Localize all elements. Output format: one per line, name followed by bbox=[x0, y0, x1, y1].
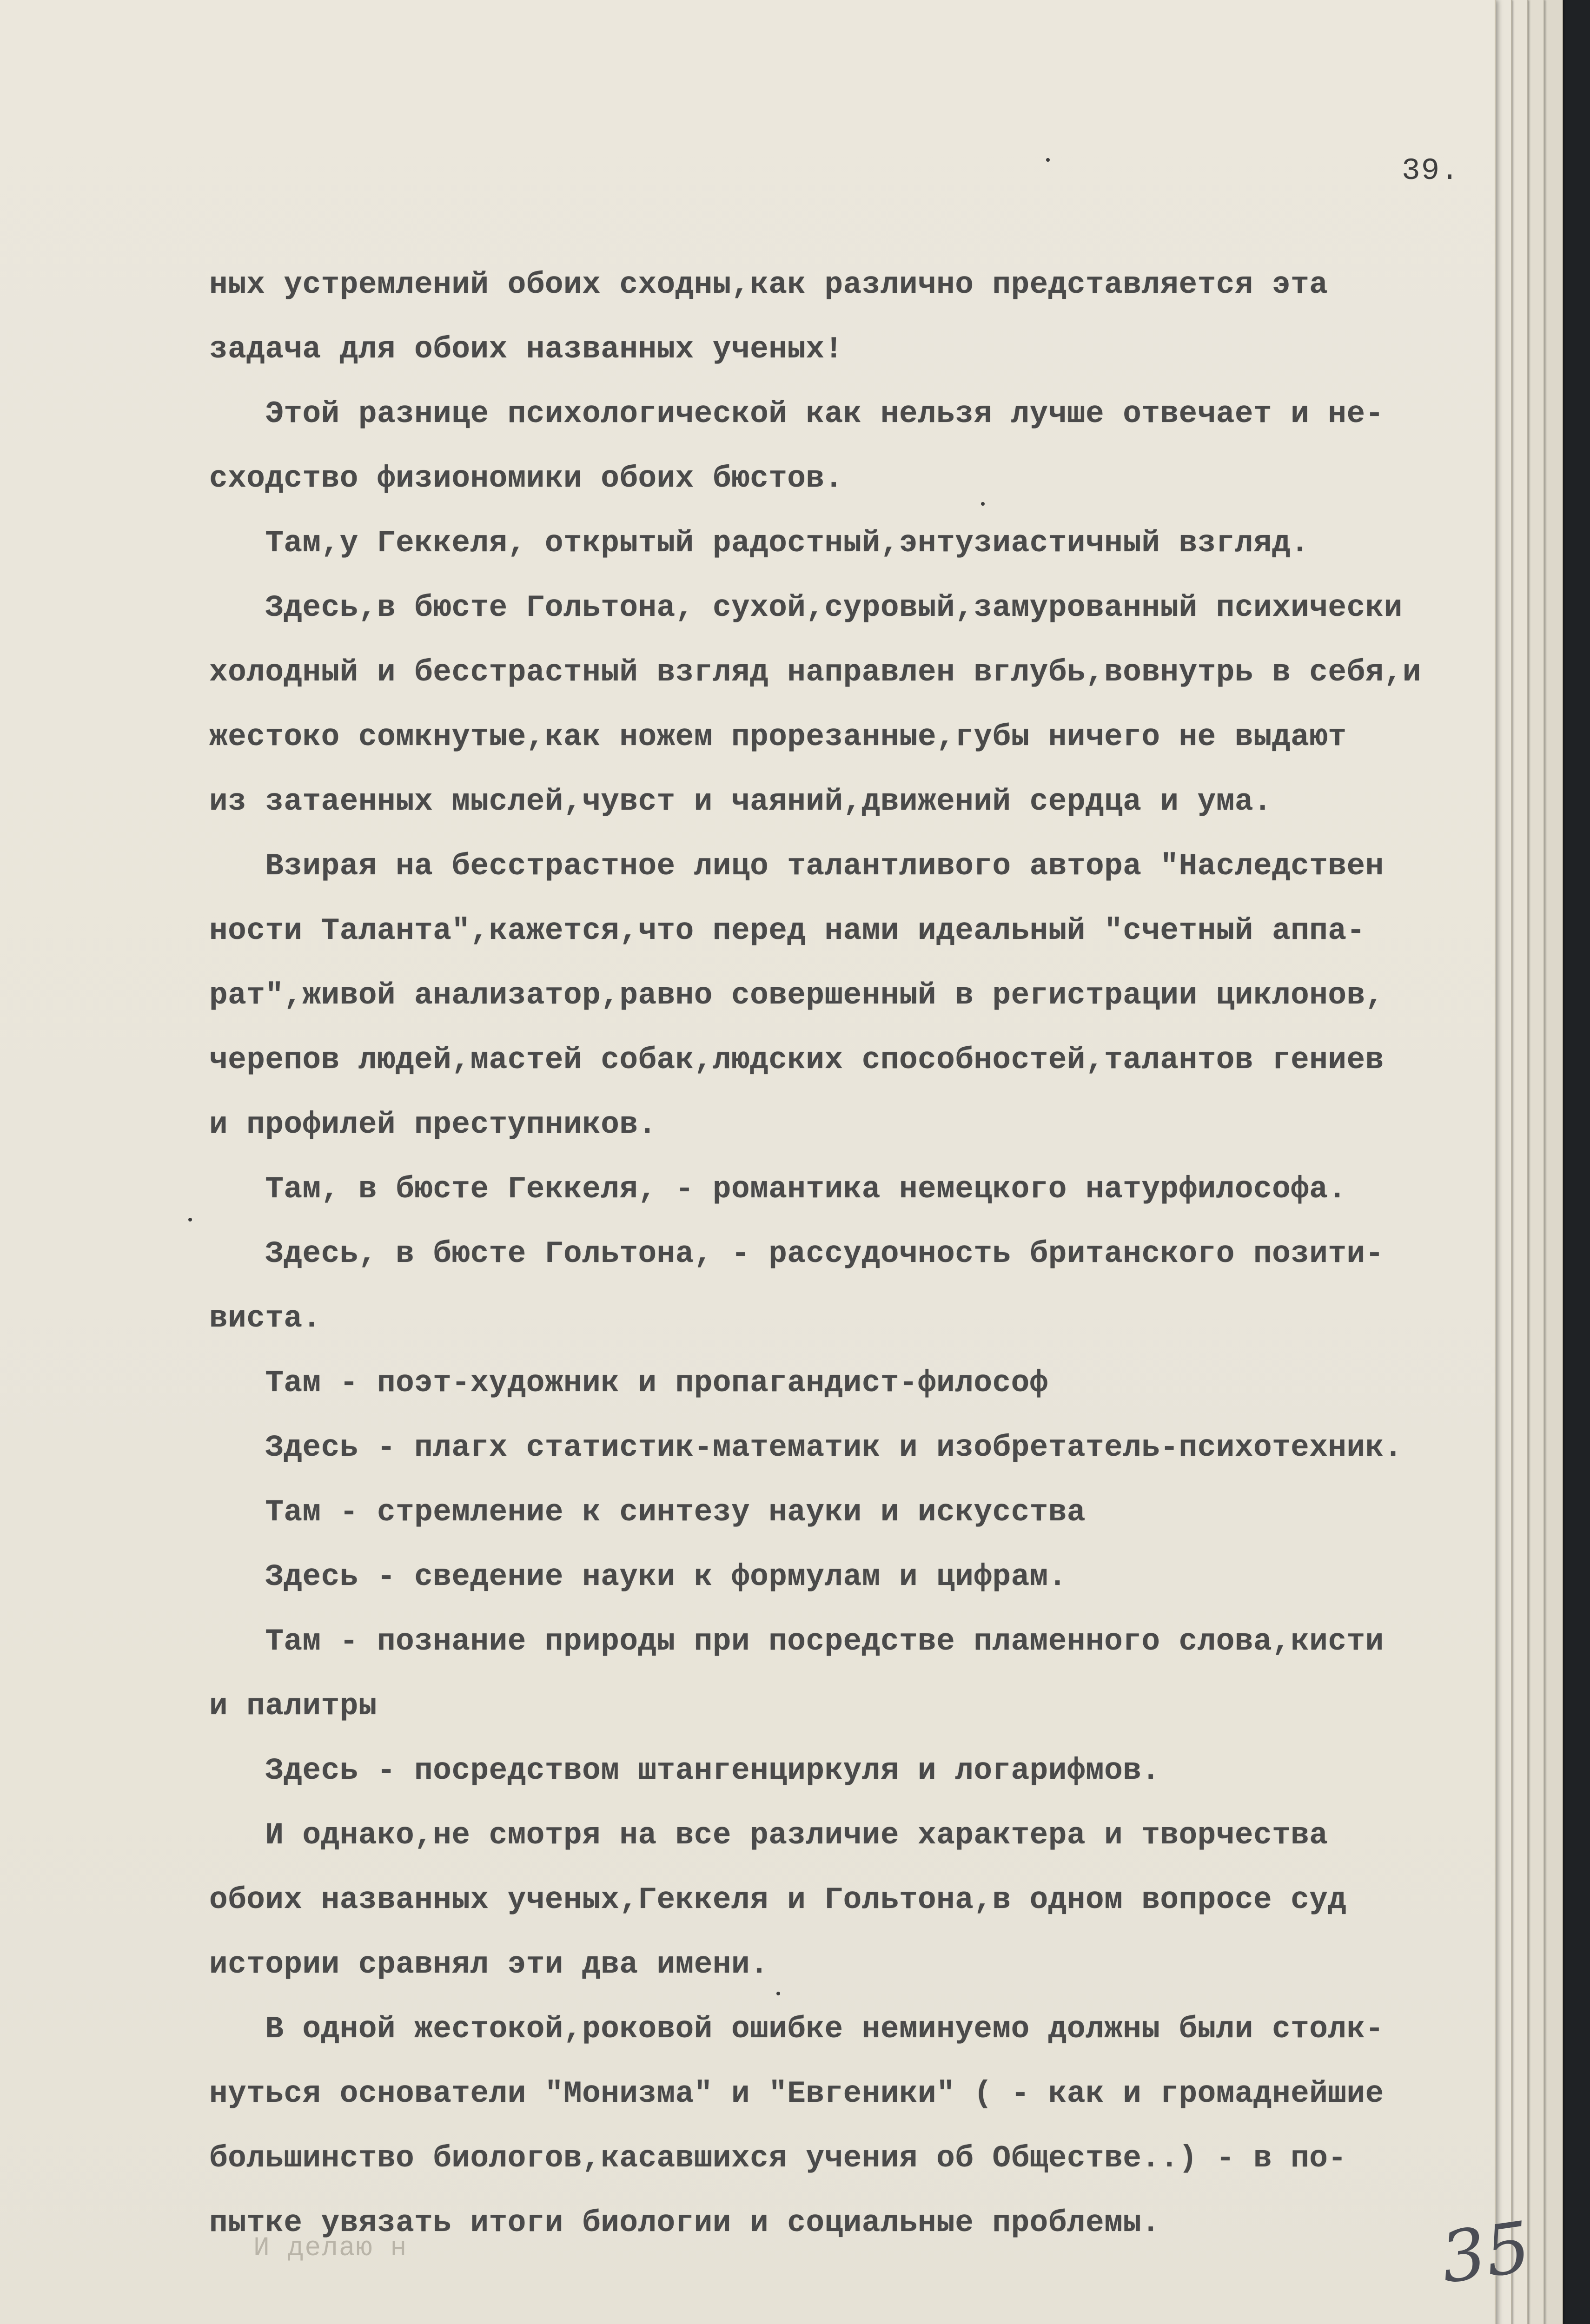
text-line: Здесь - посредством штангенциркуля и логарифмов. bbox=[209, 1753, 1160, 1788]
text-line: ных устремлений обоих сходны,как различно представляется эта bbox=[209, 267, 1328, 302]
text-line: Там,у Геккеля, открытый радостный,энтузиастичный взгляд. bbox=[209, 526, 1310, 561]
text-line: сходство физиономики обоих бюстов. bbox=[209, 461, 843, 496]
handwritten-archive-number: 35 bbox=[1436, 2206, 1536, 2299]
text-line: задача для обоих названных ученых! bbox=[209, 332, 843, 367]
text-line: В одной жестокой,роковой ошибке неминуемо должны были столк- bbox=[209, 2012, 1384, 2047]
text-line: обоих названных ученых,Геккеля и Гольтона,в одном вопросе суд bbox=[209, 1882, 1347, 1917]
text-line: Здесь, в бюсте Гольтона, - рассудочность британского позити- bbox=[209, 1236, 1384, 1271]
text-line: черепов людей,мастей собак,людских способностей,талантов гениев bbox=[209, 1043, 1384, 1077]
text-line: нуться основатели "Монизма" и "Евгеники" ( - как и громаднейшие bbox=[209, 2076, 1384, 2111]
text-line: Здесь - сведение науки к формулам и цифрам. bbox=[209, 1559, 1067, 1594]
text-line: пытке увязать итоги биологии и социальные проблемы. bbox=[209, 2205, 1160, 2240]
text-line: и палитры bbox=[209, 1689, 377, 1723]
paper-speck bbox=[1046, 158, 1050, 162]
text-line: рат",живой анализатор,равно совершенный в регистрации циклонов, bbox=[209, 978, 1384, 1013]
text-line: Здесь - плагх статистик-математик и изобретатель-психотехник. bbox=[209, 1430, 1403, 1465]
text-line: большинство биологов,касавшихся учения об Обществе..) - в по- bbox=[209, 2141, 1347, 2176]
text-line: И однако,не смотря на все различие характера и творчества bbox=[209, 1818, 1328, 1853]
text-line: Здесь,в бюсте Гольтона, сухой,суровый,замурованный психически bbox=[209, 590, 1403, 625]
text-line: Там, в бюсте Геккеля, - романтика немецкого натурфилософа. bbox=[209, 1172, 1347, 1207]
text-line: Там - поэт-художник и пропагандист-философ bbox=[209, 1366, 1048, 1400]
page-number: 39. bbox=[1402, 153, 1460, 188]
paper-speck bbox=[188, 1218, 192, 1221]
text-line: виста. bbox=[209, 1301, 321, 1336]
text-line: Этой разнице психологической как нельзя лучше отвечает и не- bbox=[209, 396, 1384, 431]
text-line: ности Таланта",кажется,что перед нами идеальный "счетный аппа- bbox=[209, 913, 1365, 948]
text-line: Взирая на бесстрастное лицо талантливого автора "Наследствен bbox=[209, 849, 1384, 884]
paper-speck bbox=[776, 1992, 780, 1995]
text-line: Там - познание природы при посредстве пламенного слова,кисти bbox=[209, 1624, 1384, 1659]
text-line: холодный и бесстрастный взгляд направлен вглубь,вовнутрь в себя,и bbox=[209, 655, 1421, 690]
text-line: жестоко сомкнутые,как ножем прорезанные,губы ничего не выдают bbox=[209, 720, 1347, 754]
text-line: Там - стремление к синтезу науки и искусства bbox=[209, 1495, 1086, 1530]
faded-bleed-through-text: И делаю н bbox=[253, 2233, 408, 2264]
text-line: из затаенных мыслей,чувст и чаяний,движений сердца и ума. bbox=[209, 784, 1272, 819]
text-line: истории сравнял эти два имени. bbox=[209, 1947, 769, 1982]
paper-speck bbox=[981, 502, 985, 506]
text-line: и профилей преступников. bbox=[209, 1107, 657, 1142]
